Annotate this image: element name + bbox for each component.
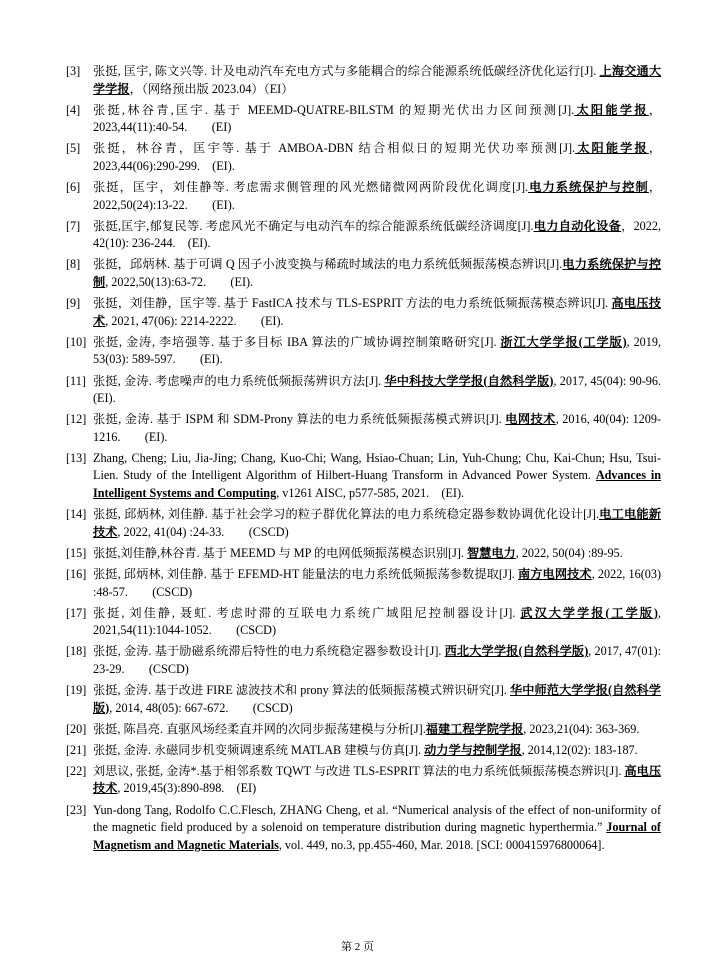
reference-tail: , 2021,54(11):1044-1052. (CSCD) [93,605,661,638]
journal-name: 华中科技大学学报(自然科学版) [384,373,554,388]
reference-item [66,218,661,253]
journal-name: 武汉大学学报(工学版) [520,605,658,620]
reference-number: [23] [66,802,87,817]
reference-body: 张挺，林谷青，匡宇等. 基于 AMBOA-DBN 结合相似日的短期光伏功率预测[J]. [93,141,576,156]
reference-tail: ，（网络预出版 2023.04）（EI） [129,81,294,96]
reference-body: 张挺,林谷青,匡宇. 基于 MEEMD-QUATRE-BILSTM 的短期光伏出力区间预测[J]. [93,102,575,117]
reference-number: [10] [66,334,87,349]
reference-number: [17] [66,605,87,620]
reference-item [66,605,661,640]
reference-tail: , 2022,50(13):63-72. (EI). [105,275,254,290]
journal-name: 上海交通大学学报 [93,64,662,96]
reference-number: [8] [66,257,81,272]
reference-text [93,450,661,503]
journal-name: 电力系统保护与控制 [528,180,649,195]
journal-name: 高电压技术 [93,763,662,796]
reference-tail: ，2023,44(06):290-299. (EI). [93,141,661,173]
reference-text [93,256,661,291]
reference-tail: , 2019,45(3):890-898. (EI) [117,781,257,796]
reference-body: 张挺, 金涛. 永磁同步机变频调速系统 MATLAB 建模与仿真[J]. [93,742,425,757]
journal-name: 浙江大学学报(工学版) [500,334,627,349]
reference-body: 张挺，刘佳静，匡宇等. 基于 FastICA 技术与 TLS-ESPRIT 方法的电力系统低频振荡模态辨识[J]. [93,296,612,311]
reference-body: Yun-dong Tang, Rodolfo C.C.Flesch, ZHANG Cheng, et al. “Numerical analysis of the effect of non-uniformity of the magnetic field produced by a solenoid on temperature distribution during magnetic hyperthermia.” [93,802,661,835]
reference-text [93,295,661,330]
reference-tail: , 2021, 47(06): 2214-2222. (EI). [105,313,284,328]
journal-name: Journal of Magnetism and Magnetic Materials [93,820,661,852]
reference-item [66,179,661,214]
reference-body: 张挺, 刘佳静, 聂虹. 考虑时滞的互联电力系统广域阻尼控制器设计[J]. [93,605,521,620]
journal-name: Advances in Intelligent Systems and Computing [93,468,661,501]
reference-item [66,140,661,175]
reference-number: [19] [66,683,87,697]
reference-body: 张挺, 金涛. 基于励磁系统滞后特性的电力系统稳定器参数设计[J]. [93,644,445,659]
journal-name: 智慧电力 [466,545,516,560]
reference-number: [22] [66,763,87,778]
reference-item [66,411,661,446]
reference-text [93,179,661,214]
reference-tail: , 2022, 41(04) :24-33. (CSCD) [117,524,289,539]
reference-item [66,506,661,541]
reference-tail: , 2014, 48(05): 667-672. (CSCD) [109,700,293,715]
reference-tail: ，2023,44(11):40-54. (EI) [93,102,661,135]
reference-item [66,450,661,503]
reference-item [66,566,661,601]
reference-body: 张挺,匡宇,郁复民等. 考虑风光不确定与电动汽车的综合能源系统低碳经济调度[J]. [93,218,534,233]
reference-number: [18] [66,644,87,659]
reference-item [66,256,661,291]
reference-number: [13] [66,450,87,465]
reference-body: 张挺, 匡宇, 陈文兴等. 计及电动汽车充电方式与多能耦合的综合能源系统低碳经济优化运行[J]. [93,64,600,78]
reference-text [93,802,661,855]
reference-number: [5] [66,141,81,156]
reference-number: [4] [66,102,81,117]
reference-number: [16] [66,566,87,581]
reference-text [93,545,661,563]
reference-item [66,63,661,98]
reference-item [66,102,661,137]
reference-number: [7] [66,218,81,233]
reference-tail: , 2017, 45(04): 90-96. (EI). [93,373,686,406]
reference-item [66,373,686,408]
reference-text [93,682,661,717]
journal-name: 南方电网技术 [517,566,592,581]
reference-text [93,411,661,446]
reference-body: 张挺, 金涛. 考虑噪声的电力系统低频振荡辨识方法[J]. [93,373,385,388]
journal-name: 动力学与控制学报 [424,742,522,757]
reference-tail: , vol. 449, no.3, pp.455-460, Mar. 2018. [SCI: 000415976800064]. [278,837,605,852]
reference-tail: ，2022,50(24):13-22. (EI). [93,180,661,212]
reference-body: 张挺, 陈昌亮. 直驱风场经柔直并网的次同步振荡建模与分析[J]. [93,721,426,736]
reference-body: 张挺, 邱炳林, 刘佳静. 基于社会学习的粒子群优化算法的电力系统稳定器参数协调优化设计[J]. [93,507,600,522]
reference-text [93,763,661,798]
journal-name: 西北大学学报(自然科学版) [444,644,589,659]
reference-item [66,545,661,563]
reference-body: 张挺，邱炳林. 基于可调 Q 因子小波变换与稀疏时域法的电力系统低频振荡模态辨识[J]. [93,257,563,272]
reference-text [93,721,661,739]
journal-name: 电力系统保护与控制 [93,257,662,290]
reference-number: [6] [66,180,81,195]
journal-name: 电工电能新技术 [93,507,662,539]
reference-text [93,140,661,175]
reference-body: 张挺, 金涛. 基于 ISPM 和 SDM-Prony 算法的电力系统低频振荡模式辨识[J]. [93,412,506,427]
reference-text [93,102,661,137]
reference-tail: , v1261 AISC, p577-585, 2021. (EI). [276,486,465,501]
reference-item [66,742,661,760]
reference-text [93,63,661,98]
reference-text [93,373,686,408]
reference-number: [12] [66,412,87,427]
reference-text [93,506,661,541]
reference-body: 张挺,刘佳静,林谷青. 基于 MEEMD 与 MP 的电网低频振荡模态识别[J]. [93,545,467,560]
journal-name: 华中师范大学学报(自然科学版) [93,683,661,715]
reference-item [66,682,661,717]
reference-item [66,643,661,678]
reference-text [93,218,661,253]
reference-tail: , 2022, 50(04) :89-95. [515,545,623,560]
reference-body: 张挺, 金涛. 基于改进 FIRE 滤波技术和 prony 算法的低频振荡模式辨识研究[J]. [93,683,510,697]
reference-text [93,742,661,760]
journal-name: 电力自动化设备 [533,218,622,233]
journal-name: 高电压技术 [93,296,661,328]
journal-name: 太阳能学报 [575,141,649,156]
reference-tail: , 2014,12(02): 183-187. [521,742,638,757]
reference-text [93,643,661,678]
journal-name: 福建工程学院学报 [425,721,524,736]
reference-item [66,334,661,369]
reference-tail: , 2016, 40(04): 1209-1216. (EI). [93,412,662,444]
reference-item [66,763,661,798]
reference-body: 刘思议, 张挺, 金涛*.基于相邻系数 TQWT 与改进 TLS-ESPRIT 算法的电力系统低频振荡模态辨识[J]. [93,763,625,778]
reference-text [93,334,661,369]
reference-body: Zhang, Cheng; Liu, Jia-Jing; Chang, Kuo-Chi; Wang, Hsiao-Chuan; Lin, Yuh-Chung; Chu, Kai-Chun; Hsu, Tsui-Lien. Study of the Intelligent Algorithm of Hilbert-Huang Transform in Advanced Power System. [93,450,661,483]
journal-name: 太阳能学报 [574,102,649,117]
reference-number: [20] [66,721,87,736]
reference-text [93,566,661,601]
reference-tail: , 2022, 16(03) :48-57. (CSCD) [93,566,661,599]
reference-item [66,802,661,855]
reference-number: [14] [66,507,87,522]
reference-number: [9] [66,296,81,311]
reference-number: [3] [66,64,81,78]
reference-tail: , 2019, 53(03): 589-597. (EI). [93,334,661,367]
reference-number: [11] [66,373,86,388]
reference-body: 张挺, 金涛, 李培强等. 基于多目标 IBA 算法的广域协调控制策略研究[J]. [93,334,501,349]
reference-item [66,295,661,330]
journal-name: 电网技术 [505,412,556,427]
reference-number: [15] [66,545,87,560]
reference-text [93,605,661,640]
page-number: 第 2 页 [341,941,374,953]
reference-tail: , 2017, 47(01): 23-29. (CSCD) [93,644,661,676]
reference-number: [21] [66,742,87,757]
reference-list [66,63,686,858]
reference-item [66,721,661,739]
reference-tail: ，2022, 42(10): 236-244. (EI). [93,218,662,251]
reference-body: 张挺, 邱炳林, 刘佳静. 基于 EFEMD-HT 能量法的电力系统低频振荡参数提取[J]. [93,566,518,581]
reference-tail: , 2023,21(04): 363-369. [523,721,640,736]
reference-body: 张挺，匡宇，刘佳静等. 考虑需求侧管理的风光燃储微网两阶段优化调度[J]. [93,180,529,195]
